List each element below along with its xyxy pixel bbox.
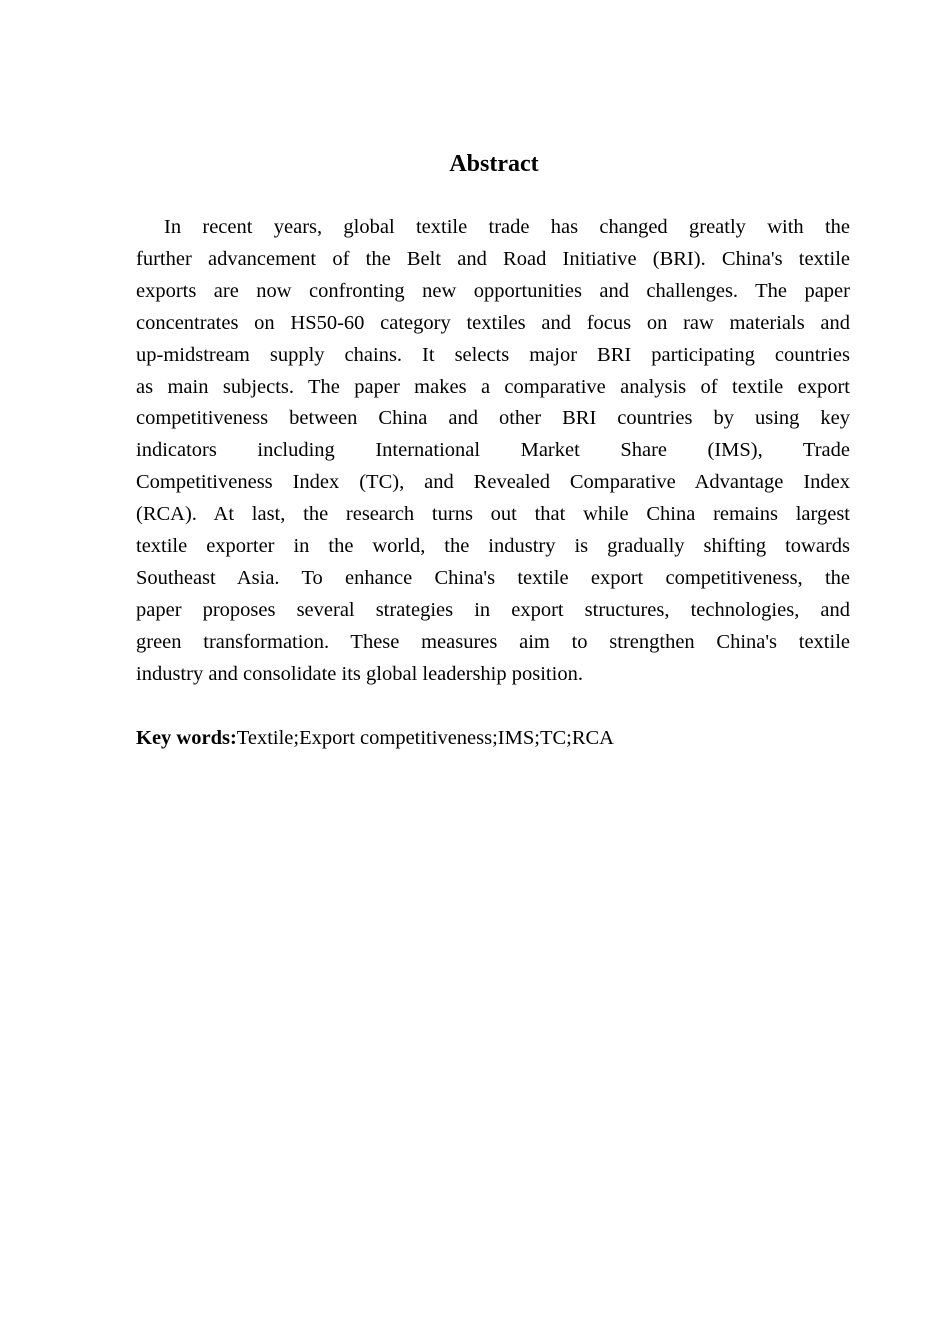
abstract-line: paper proposes several strategies in export structures, technologies, and	[136, 598, 850, 621]
abstract-heading: Abstract	[449, 151, 539, 177]
abstract-line: (RCA). At last, the research turns out that while China remains largest	[136, 503, 850, 526]
abstract-line: In recent years, global textile trade has changed greatly with the	[164, 216, 850, 238]
abstract-line: as main subjects. The paper makes a comparative analysis of textile export	[136, 375, 850, 398]
abstract-line: Competitiveness Index (TC), and Revealed Comparative Advantage Index	[136, 471, 850, 494]
keywords-label: Key words:	[136, 727, 237, 749]
keywords	[136, 722, 614, 754]
abstract-line: textile exporter in the world, the industry is gradually shifting towards	[136, 535, 850, 558]
abstract-line: green transformation. These measures aim to strengthen China's textile	[136, 630, 850, 653]
abstract-line: Southeast Asia. To enhance China's textile export competitiveness, the	[136, 566, 850, 589]
abstract-line: industry and consolidate its global leadership position.	[136, 662, 583, 685]
abstract-line: competitiveness between China and other BRI countries by using key	[136, 407, 850, 430]
abstract-line: up-midstream supply chains. It selects major BRI participating countries	[136, 343, 850, 366]
keywords-value: Textile;Export competitiveness;IMS;TC;RCA	[236, 727, 614, 749]
abstract-line: further advancement of the Belt and Road Initiative (BRI). China's textile	[136, 247, 850, 270]
abstract-line: indicators including International Market Share (IMS), Trade	[136, 439, 850, 462]
abstract-line: concentrates on HS50-60 category textiles and focus on raw materials and	[136, 311, 850, 334]
abstract-line: exports are now confronting new opportunities and challenges. The paper	[136, 279, 850, 302]
abstract-body	[136, 212, 850, 691]
